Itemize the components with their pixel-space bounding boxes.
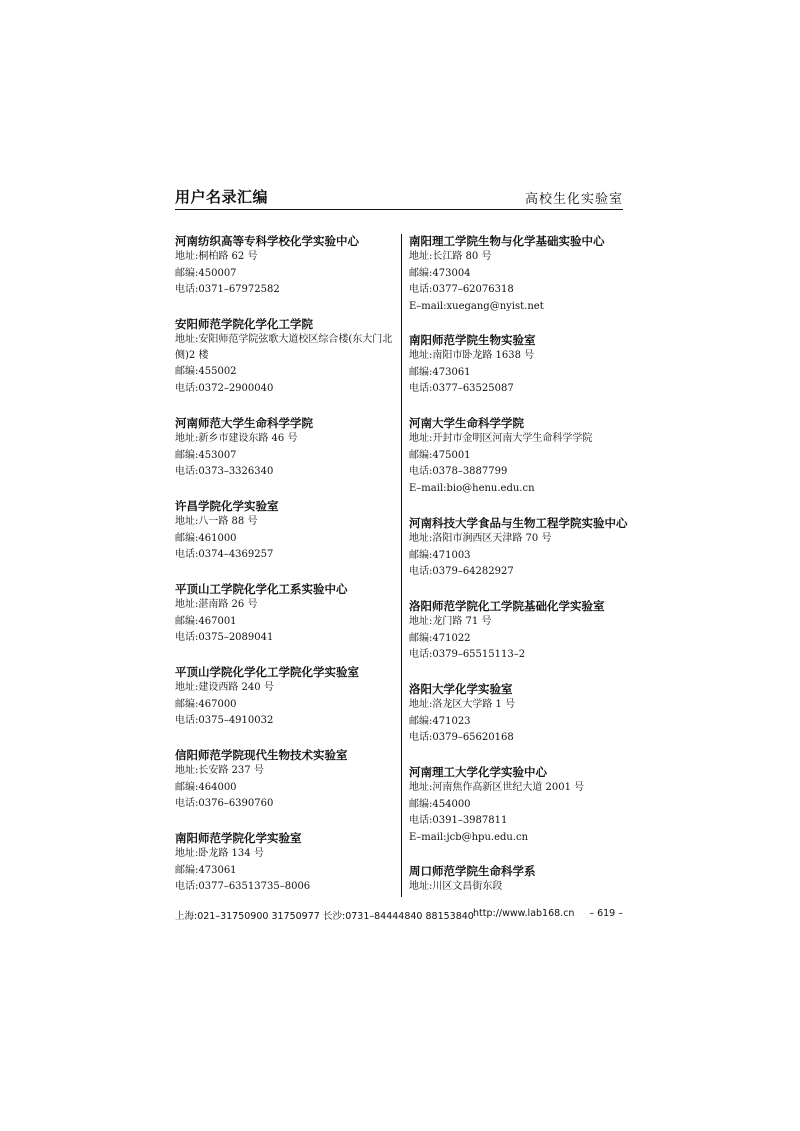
directory-entry: [175, 665, 397, 730]
entry-name: 南阳师范学院化学实验室: [175, 831, 302, 845]
entry-name: 河南大学生命科学学院: [409, 416, 524, 430]
page-number: – 619 –: [589, 908, 623, 919]
entry-name: 平顶山工学院化学化工系实验中心: [175, 582, 348, 596]
header-rule: [175, 209, 623, 210]
footer-shanghai-phone: 上海:021–31750900 31750977: [175, 911, 320, 922]
entry-name: 河南师范大学生命科学学院: [175, 416, 313, 430]
entry-name: 南阳师范学院生物实验室: [409, 333, 536, 347]
entry-phone: 电话:0379–64282927: [409, 566, 514, 578]
directory-entry: [175, 831, 397, 896]
entry-phone: 电话:0375–2089041: [175, 632, 274, 644]
directory-entry: [409, 864, 627, 896]
entry-name: 周口师范学院生命科学系: [409, 864, 536, 878]
entry-address: 地址:卧龙路 134 号: [175, 848, 264, 859]
entry-postcode: 邮编:471003: [409, 549, 471, 561]
entry-name: 安阳师范学院化学化工学院: [175, 317, 313, 331]
entry-address: 地址:安阳师范学院弦歌大道校区综合楼(东大门北侧)2 楼: [175, 334, 393, 361]
entry-phone: 电话:0374–4369257: [175, 549, 274, 561]
entry-address: 地址:南阳市卧龙路 1638 号: [409, 350, 535, 361]
directory-entry: [409, 599, 627, 664]
entry-address: 地址:建设西路 240 号: [175, 682, 274, 693]
entry-postcode: 邮编:473061: [175, 864, 237, 876]
entry-phone: 电话:0379–65515113–2: [409, 649, 526, 661]
directory-entry: [175, 499, 397, 564]
entry-address: 地址:河南焦作高新区世纪大道 2001 号: [409, 782, 585, 793]
directory-entry: [409, 416, 627, 498]
column-divider: [401, 234, 402, 897]
entry-address: 地址:长安路 237 号: [175, 765, 264, 776]
entry-postcode: 邮编:467000: [175, 698, 237, 710]
footer-changsha-phone: 长沙:0731–84444840 88153840: [323, 911, 474, 922]
directory-entry: [175, 416, 397, 481]
entry-email[interactable]: E–mail:xuegang@nyist.net: [409, 301, 544, 313]
entry-phone: 电话:0377–62076318: [409, 284, 514, 296]
entry-postcode: 邮编:471022: [409, 632, 471, 644]
entry-address: 地址:川区文昌街东段: [409, 881, 503, 892]
entry-name: 河南理工大学化学实验中心: [409, 765, 547, 779]
directory-entry: [175, 748, 397, 813]
entry-postcode: 邮编:461000: [175, 532, 237, 544]
entry-phone: 电话:0372–2900040: [175, 382, 274, 394]
directory-entry: [409, 516, 627, 581]
entry-name: 许昌学院化学实验室: [175, 499, 279, 513]
entry-postcode: 邮编:473061: [409, 366, 471, 378]
entry-address: 地址:新乡市建设东路 46 号: [175, 433, 298, 444]
header-right-title: 高校生化实验室: [524, 192, 623, 207]
entry-address: 地址:湛南路 26 号: [175, 599, 258, 610]
entry-phone: 电话:0378–3887799: [409, 466, 508, 478]
entry-phone: 电话:0376–6390760: [175, 798, 274, 810]
directory-entry: [409, 333, 627, 398]
entry-address: 地址:洛阳市涧西区天津路 70 号: [409, 533, 552, 544]
directory-entry: [409, 234, 627, 316]
entry-postcode: 邮编:450007: [175, 267, 237, 279]
entry-postcode: 邮编:473004: [409, 267, 471, 279]
entry-address: 地址:八一路 88 号: [175, 516, 258, 527]
entry-name: 洛阳大学化学实验室: [409, 682, 513, 696]
entry-address: 地址:桐柏路 62 号: [175, 251, 258, 262]
entry-name: 河南纺织高等专科学校化学实验中心: [175, 234, 359, 248]
entry-postcode: 邮编:467001: [175, 615, 237, 627]
entry-phone: 电话:0377–63525087: [409, 383, 514, 395]
entry-postcode: 邮编:475001: [409, 449, 471, 461]
entry-address: 地址:长江路 80 号: [409, 251, 492, 262]
directory-entry: [175, 234, 397, 299]
header-left-title: 用户名录汇编: [175, 188, 269, 206]
entry-address: 地址:开封市金明区河南大学生命科学学院: [409, 433, 593, 444]
footer-website-link[interactable]: http://www.lab168.cn: [473, 908, 575, 919]
directory-entry: [175, 582, 397, 647]
entry-phone: 电话:0379–65620168: [409, 732, 514, 744]
entry-postcode: 邮编:471023: [409, 715, 471, 727]
entry-postcode: 邮编:464000: [175, 781, 237, 793]
entry-phone: 电话:0391–3987811: [409, 815, 508, 827]
entry-name: 信阳师范学院现代生物技术实验室: [175, 748, 348, 762]
entry-phone: 电话:0375–4910032: [175, 715, 274, 727]
entry-name: 河南科技大学食品与生物工程学院实验中心: [409, 516, 628, 530]
entry-email[interactable]: E–mail:bio@henu.edu.cn: [409, 483, 535, 495]
directory-entry: [175, 317, 397, 397]
directory-entry: [409, 682, 627, 747]
entry-phone: 电话:0371–67972582: [175, 284, 280, 296]
directory-entry: [409, 765, 627, 847]
entry-postcode: 邮编:454000: [409, 798, 471, 810]
entry-name: 南阳理工学院生物与化学基础实验中心: [409, 234, 605, 248]
entry-phone: 电话:0377–63513735–8006: [175, 881, 311, 893]
entry-address: 地址:洛龙区大学路 1 号: [409, 699, 516, 710]
entry-postcode: 邮编:453007: [175, 449, 237, 461]
page-footer: [175, 908, 623, 924]
entry-email[interactable]: E–mail:jcb@hpu.edu.cn: [409, 832, 529, 844]
entry-name: 洛阳师范学院化工学院基础化学实验室: [409, 599, 605, 613]
entry-address: 地址:龙门路 71 号: [409, 616, 492, 627]
entry-postcode: 邮编:455002: [175, 366, 237, 377]
entry-phone: 电话:0373–3326340: [175, 466, 274, 478]
entry-name: 平顶山学院化学化工学院化学实验室: [175, 665, 359, 679]
